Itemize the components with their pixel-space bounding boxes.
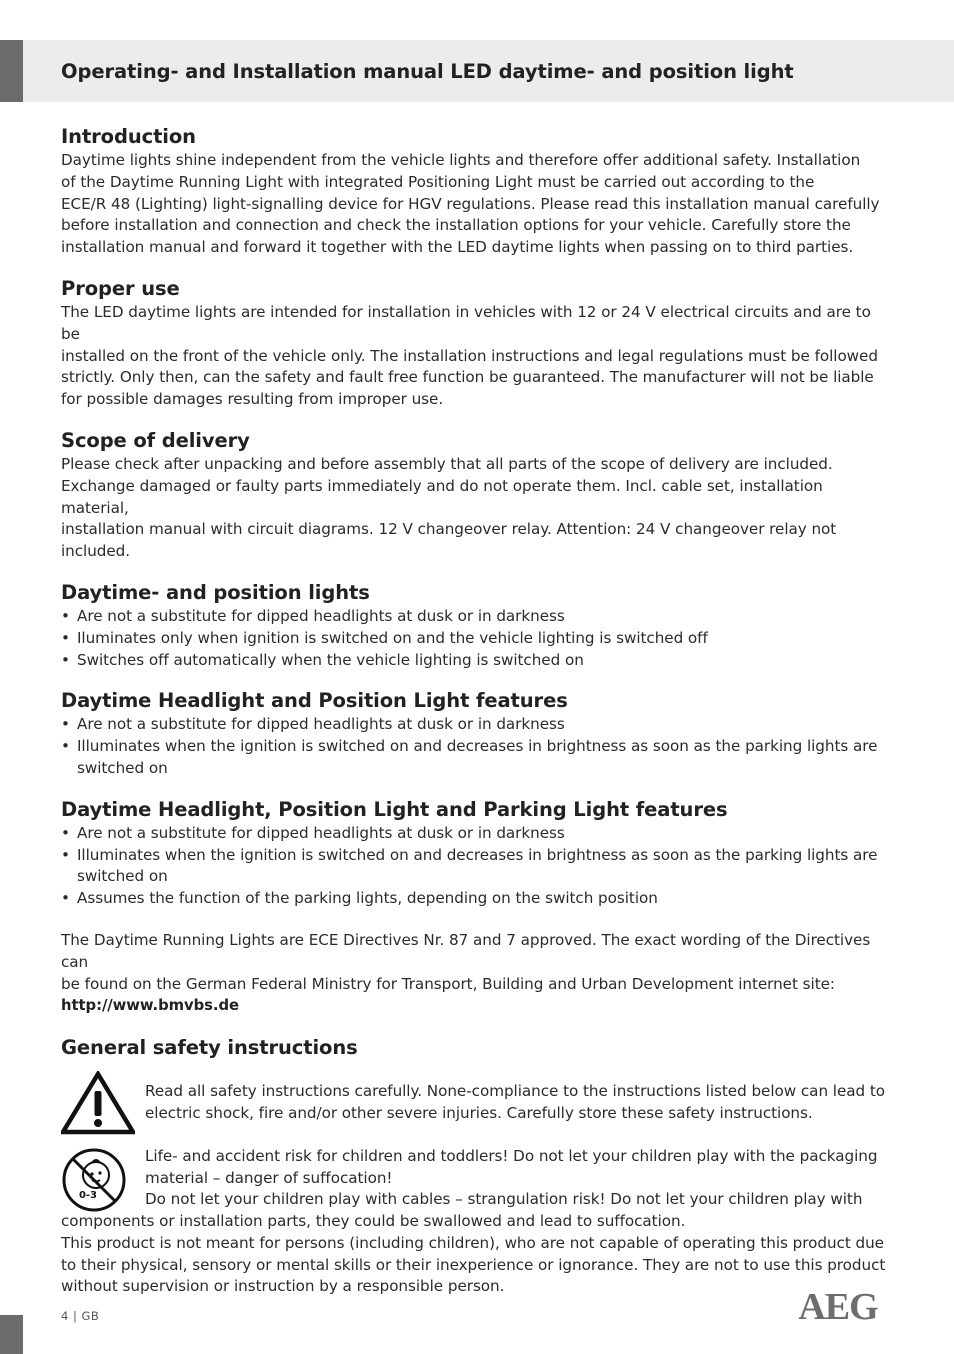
bullet-list <box>61 823 891 910</box>
paragraph-line: before installation and connection and check the installation options for your vehicle. Carefully store the <box>61 216 851 235</box>
age-label: 0-3 <box>78 1190 98 1202</box>
section-introduction <box>61 124 891 259</box>
paragraph-line: electric shock, fire and/or other severe injuries. Carefully store these safety instructions. <box>145 1103 813 1122</box>
page-number: 4 | GB <box>61 1309 100 1323</box>
section-proper-use <box>61 276 891 411</box>
paragraph-line: Exchange damaged or faulty parts immediately and do not operate them. Incl. cable set, installation material, <box>61 476 823 517</box>
list-item: • Switches off automatically when the vehicle lighting is switched on <box>61 650 891 672</box>
safety-continuation <box>61 1211 891 1298</box>
paragraph-line: Daytime lights shine independent from the vehicle lights and therefore offer additional safety. Installation <box>61 151 861 169</box>
section-scope-of-delivery <box>61 428 891 563</box>
section-heading: Proper use <box>61 276 180 300</box>
warning-triangle-icon <box>61 1071 135 1135</box>
paragraph-line: of the Daytime Running Light with integrated Positioning Light must be carried out according to the <box>61 172 815 191</box>
paragraph-line: to their physical, sensory or mental skills or their inexperience or ignorance. They are not to use this product <box>61 1255 886 1274</box>
document-body <box>61 124 891 1315</box>
ministry-link-line <box>61 995 891 1017</box>
section-heading: Daytime Headlight, Position Light and Parking Light features <box>61 797 728 821</box>
logo-text: AEG <box>798 1289 878 1323</box>
warning-text <box>61 1061 891 1125</box>
bullet-list <box>61 714 891 779</box>
paragraph-line: components or installation parts, they could be swallowed and lead to suffocation. <box>61 1212 686 1231</box>
list-item: • Iluminates only when ignition is switched on and the vehicle lighting is switched off <box>61 628 891 650</box>
paragraph-line: The LED daytime lights are intended for installation in vehicles with 12 or 24 V electrical circuits and are to be <box>61 302 871 343</box>
header-band <box>23 40 954 102</box>
paragraph-line: installation manual with circuit diagrams. 12 V changeover relay. Attention: 24 V changeover relay not included. <box>61 520 837 561</box>
paragraph-line: Life- and accident risk for children and toddlers! Do not let your children play with the packaging <box>145 1146 878 1165</box>
list-item: • Are not a substitute for dipped headlights at dusk or in darkness <box>61 823 891 845</box>
paragraph-line: The Daytime Running Lights are ECE Directives Nr. 87 and 7 approved. The exact wording of the Directives can <box>61 930 871 971</box>
paragraph-line: without supervision or instruction by a responsible person. <box>61 1277 505 1296</box>
aeg-logo <box>784 1289 892 1323</box>
paragraph-line: ECE/R 48 (Lighting) light-signalling device for HGV regulations. Please read this installation manual carefully <box>61 194 880 213</box>
page-tab-bottom <box>0 1315 23 1354</box>
section-heading: Scope of delivery <box>61 428 250 452</box>
paragraph-line: material – danger of suffocation! <box>145 1168 393 1187</box>
section-heading: Introduction <box>61 125 196 148</box>
list-item: • Illuminates when the ignition is switched on and decreases in brightness as soon as the parking lights are switched on <box>61 736 891 780</box>
paragraph-line: Do not let your children play with cables – strangulation risk! Do not let your children play with <box>145 1190 863 1209</box>
paragraph-line: Please check after unpacking and before assembly that all parts of the scope of delivery are included. <box>61 454 833 473</box>
paragraph-line: be found on the German Federal Ministry for Transport, Building and Urban Development internet site: <box>61 974 835 993</box>
section-heading: Daytime- and position lights <box>61 580 370 604</box>
paragraph-line: This product is not meant for persons (including children), who are not capable of operating this product due <box>61 1233 884 1252</box>
ministry-link[interactable]: http://www.bmvbs.de <box>61 997 240 1015</box>
section-headlight-parking-features <box>61 797 891 910</box>
paragraph-line: Read all safety instructions carefully. None-compliance to the instructions listed below can lead to <box>145 1082 886 1101</box>
ece-approval-note <box>61 930 891 1017</box>
page-title: Operating- and Installation manual LED daytime- and position light <box>61 60 794 83</box>
child-warning-text <box>61 1125 891 1211</box>
list-item: • Are not a substitute for dipped headlights at dusk or in darkness <box>61 714 891 736</box>
page-tab-top <box>0 40 23 102</box>
list-item: • Are not a substitute for dipped headlights at dusk or in darkness <box>61 606 891 628</box>
section-daytime-position-lights <box>61 580 891 671</box>
paragraph-line: installed on the front of the vehicle only. The installation instructions and legal regulations must be followed <box>61 346 878 365</box>
section-headlight-position-features <box>61 688 891 779</box>
section-general-safety <box>61 1035 891 1298</box>
paragraph-line: installation manual and forward it together with the LED daytime lights when passing on to third parties. <box>61 238 854 257</box>
section-heading: Daytime Headlight and Position Light features <box>61 689 568 713</box>
section-heading: General safety instructions <box>61 1036 358 1060</box>
no-children-icon <box>61 1147 127 1213</box>
bullet-list <box>61 606 891 671</box>
list-item: • Illuminates when the ignition is switched on and decreases in brightness as soon as the parking lights are switched on <box>61 845 891 889</box>
list-item: • Assumes the function of the parking lights, depending on the switch position <box>61 888 891 910</box>
paragraph-line: strictly. Only then, can the safety and fault free function be guaranteed. The manufacturer will not be liable <box>61 368 874 387</box>
paragraph-line: for possible damages resulting from improper use. <box>61 390 444 409</box>
safety-content <box>61 1061 891 1298</box>
